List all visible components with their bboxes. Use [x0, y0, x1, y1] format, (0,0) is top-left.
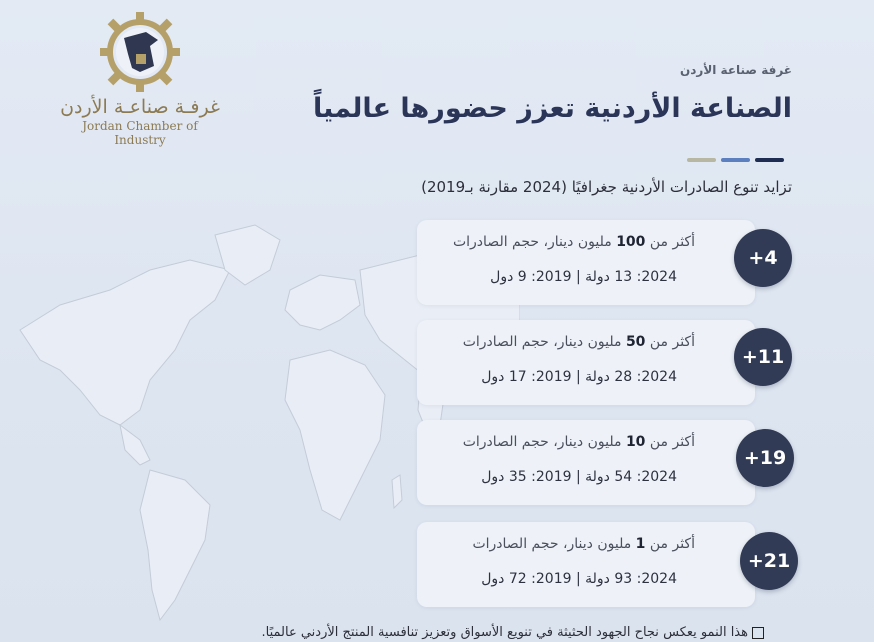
stat-card — [417, 320, 755, 405]
underline-bar-dark — [755, 158, 784, 162]
stat-card-counts: 2024: 28 دولة | 2019: 17 دول — [481, 369, 677, 385]
stat-card-threshold: أكثر من 50 مليون دينار، حجم الصادرات — [462, 334, 695, 350]
gear-emblem-icon — [98, 10, 182, 94]
threshold-amount: 1 — [635, 536, 646, 552]
underline-bar-light — [687, 158, 716, 162]
stat-card-counts: 2024: 93 دولة | 2019: 72 دول — [481, 571, 677, 587]
threshold-amount: 100 — [616, 234, 646, 250]
stat-card-counts: 2024: 54 دولة | 2019: 35 دول — [481, 469, 677, 485]
stat-card — [417, 420, 755, 505]
stat-card-threshold: أكثر من 10 مليون دينار، حجم الصادرات — [462, 434, 695, 450]
growth-badge: +19 — [736, 429, 794, 487]
stat-card-counts: 2024: 13 دولة | 2019: 9 دول — [490, 269, 677, 285]
stat-card-threshold: أكثر من 1 مليون دينار، حجم الصادرات — [472, 536, 695, 552]
organization-label: غرفة صناعة الأردن — [680, 63, 792, 77]
logo-english-name: Jordan Chamber of Industry — [82, 119, 198, 147]
underline-bar-mid — [721, 158, 750, 162]
logo-arabic-name: غرفـة صناعـة الأردن — [60, 96, 220, 118]
stat-card-threshold: أكثر من 100 مليون دينار، حجم الصادرات — [452, 234, 695, 250]
chart-note-icon — [752, 627, 764, 639]
threshold-amount: 50 — [625, 334, 646, 350]
footnote — [261, 625, 764, 640]
threshold-amount: 10 — [625, 434, 646, 450]
growth-badge: +4 — [734, 229, 792, 287]
stat-card — [417, 220, 755, 305]
growth-badge: +21 — [740, 532, 798, 590]
chamber-logo — [60, 10, 220, 145]
footnote-text: هذا النمو يعكس نجاح الجهود الحثيثة في تنويع الأسواق وتعزيز تنافسية المنتج الأردني عالميًا. — [261, 625, 748, 640]
subtitle: تزايد تنوع الصادرات الأردنية جغرافيًا (2024 مقارنة بـ2019) — [421, 178, 792, 196]
page-title: الصناعة الأردنية تعزز حضورها عالمياً — [313, 93, 792, 124]
stat-card — [417, 522, 755, 607]
growth-badge: +11 — [734, 328, 792, 386]
title-underline-bars — [687, 158, 784, 162]
